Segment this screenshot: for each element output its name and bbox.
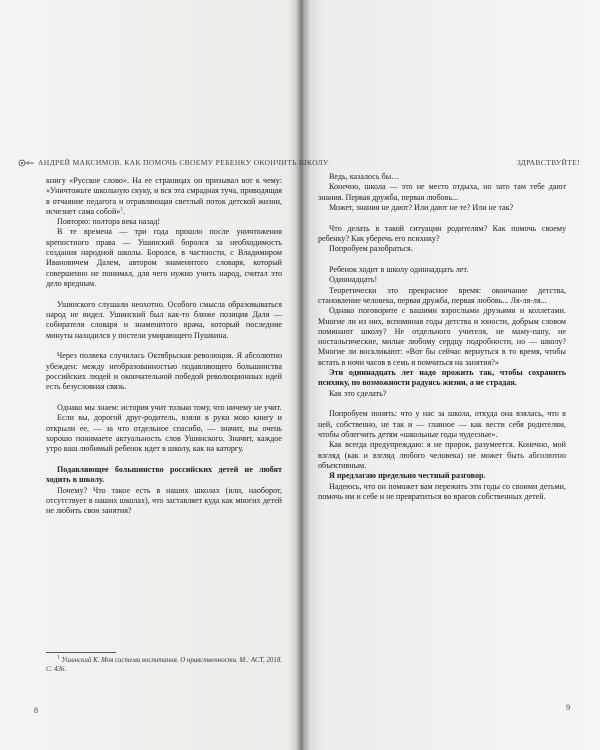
paragraph — [46, 176, 282, 217]
paragraph — [46, 403, 282, 413]
footnote — [46, 654, 282, 674]
paragraph — [318, 203, 566, 213]
running-head-left — [18, 158, 329, 167]
footnote-mark: 1 — [57, 654, 60, 661]
paragraph-text: Если вы, дорогой друг-родитель, взяли в руки мою книгу и открыли ее, — за что отдельное спасибо, — значит, вы очень хорошо понимаете актуальность слов Ушинского. Значит, каждое утро ваш любимый ребенок идет в школу, как на каторгу. — [46, 413, 282, 454]
right-page-body — [318, 172, 566, 502]
paragraph — [318, 286, 566, 307]
paragraph-text: Попробуем разобраться. — [329, 244, 413, 254]
paragraph-text: Ребенок ходит в школу одиннадцать лет. — [329, 265, 469, 275]
paragraph — [46, 217, 282, 227]
page-number-right: 9 — [566, 703, 571, 712]
paragraph — [46, 300, 282, 341]
paragraph-text: Я предлагаю предельно честный разговор. — [329, 471, 486, 481]
paragraph — [318, 471, 566, 481]
paragraph — [46, 486, 282, 517]
paragraph — [46, 227, 282, 289]
paragraph-text: Как это сделать? — [329, 388, 387, 398]
footnote-divider — [46, 652, 116, 653]
paragraph-text: Повторю: полтора века назад! — [57, 217, 161, 227]
paragraph — [318, 440, 566, 471]
paragraph-text: Почему? Что такое есть в наших школах (или, наоборот, отсутствует в наших школах), что заставляет куда как многих детей не любить свои занятия? — [46, 485, 282, 516]
paragraph — [318, 224, 566, 245]
footnote-reference[interactable]: 1 — [120, 206, 124, 213]
paragraph-text: В те времена — три года прошло после уничтожения крепостного права — Ушинский боролся за необходимость создания народной школы. Боролся, в частности, с Владимиром Ивановичем Далем, автором знаменитого словаря, который совершенно не понимал, для чего нужно учить народ, считал это дело вредным. — [46, 227, 282, 288]
paragraph-text: Может, знания не дают? Или дают не те? Или не так? — [329, 202, 514, 212]
paragraph — [46, 413, 282, 454]
footnote-text: Ушинский К. Моя система воспитания. О нравственности. М.: АСТ, 2018. С. 436. — [46, 657, 282, 673]
paragraph-text: Однако поговорите с вашими взрослыми друзьями и коллегами. Многие ли из них, вспоминая годы детства и юности, добрым словом поминают школу? Не отдельного учителя, не маму-папу, не ностальгические, милые любому сердцу подробности, но — школу? Многие ли воскликают: «Вот бы сейчас вернуться в то время, чтобы встать в ночи часов в семь и помчаться на занятия?» — [318, 306, 566, 367]
paragraph-text: Конечно, школа — это не место отдыха, но зато там тебе дают знания. Первая дружба, первая любовь... — [318, 182, 566, 202]
left-page-body — [46, 176, 282, 517]
running-head-text: АНДРЕЙ МАКСИМОВ. КАК ПОМОЧЬ СВОЕМУ РЕБЕНКУ ОКОНЧИТЬ ШКОЛУ — [38, 158, 329, 167]
paragraph — [318, 482, 566, 503]
paragraph-text: Подавляющее большинство российских детей не любят ходить в школу. — [46, 465, 282, 485]
paragraph-text: Попробуем понять: что у нас за школа, откуда она взялась, что в ней, собственно, не так и — главное — как вести себя родителям, чтобы облегчить детям «школьные годы чудесные». — [318, 409, 566, 440]
paragraph-text: Ушинского слушали неохотно. Особого смысла образовываться народ не видел. Ушинский был как-то ближе позиция Даля — собирателя словаря и знаменитого врача, который последние минуты находился у постели умирающего Пушкина. — [46, 299, 282, 340]
paragraph — [46, 351, 282, 392]
ornament-icon — [18, 159, 34, 167]
paragraph-text: Эти одиннадцать лет надо прожить так, чтобы сохранить психику, по возможности радуясь жизни, а не страдая. — [318, 368, 566, 388]
paragraph — [318, 275, 566, 285]
paragraph-text: Как всегда предупреждаю: я не пророк, разумеется. Конечно, мой взгляд (как и взгляд любого человека) не может быть абсолютно объективным. — [318, 440, 566, 470]
paragraph-text: Одиннадцать! — [329, 275, 378, 285]
paragraph — [46, 465, 282, 486]
page-number-left: 8 — [34, 706, 39, 715]
paragraph-text: Ведь, казалось бы… — [329, 172, 400, 181]
paragraph — [318, 389, 566, 399]
paragraph — [318, 368, 566, 389]
paragraph-text: Что делать в такой ситуации родителям? Как помочь своему ребенку? Как уберечь его психику? — [318, 223, 566, 243]
paragraph-text: Через полвека случилась Октябрьская революция. Я абсолютно убежден: между необразованностью подавляющего большинства российских людей и окончательной победой революционных идей есть безусловная связь. — [46, 351, 282, 392]
paragraph — [318, 172, 566, 182]
punctuation: . — [123, 206, 126, 216]
paragraph-text: Надеюсь, что он поможет вам пережить эти годы со своими детьми, помочь им и себе и не превратиться во врагов собственных детей. — [318, 481, 566, 501]
paragraph — [318, 409, 566, 440]
paragraph — [318, 306, 566, 368]
running-head-right: ЗДРАВСТВУЙТЕ! — [516, 158, 580, 167]
paragraph-text: книгу «Русское слово». На ее страницах он призывал вот к чему: «Уничтожьте школьную скуку, и вся эта смрадная туча, приводящая в отчаяние педагога и отравляющая светлый поток детской жизни, исчезнет сама собой» — [46, 176, 282, 216]
paragraph — [318, 244, 566, 254]
paragraph — [318, 182, 566, 203]
paragraph — [318, 265, 566, 275]
paragraph-text: Однако мы знаем: история учит только тому, что ничему не учит. — [57, 403, 282, 413]
paragraph-text: Теоретически это прекрасное время: окончание детства, становление человека, первая дружба, первая любовь... Ля-ля-ля... — [318, 285, 566, 305]
